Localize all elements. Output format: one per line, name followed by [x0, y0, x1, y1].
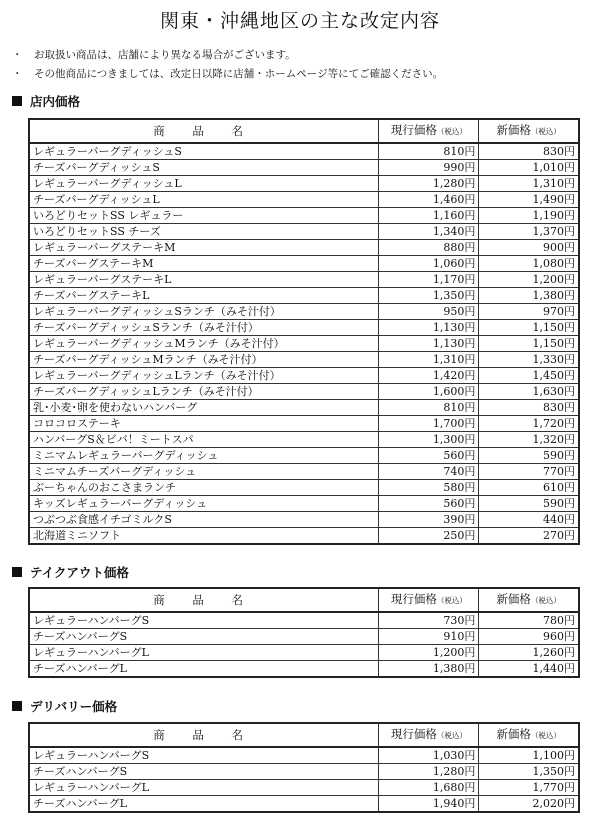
- price-table: [28, 587, 580, 678]
- new-price: 2,020円: [479, 796, 579, 813]
- new-price: 1,260円: [479, 645, 579, 661]
- current-price: 740円: [379, 464, 479, 480]
- product-name: レギュラーバーグディッシュLランチ（みそ汁付）: [29, 368, 379, 384]
- product-name: チーズハンバーグS: [29, 629, 379, 645]
- new-price: 830円: [479, 400, 579, 416]
- new-price: 440円: [479, 512, 579, 528]
- product-name: レギュラーハンバーグS: [29, 747, 379, 764]
- table-header-row: [29, 723, 579, 747]
- product-name: ミニマムチーズバーグディッシュ: [29, 464, 379, 480]
- product-name: チーズバーグディッシュL: [29, 192, 379, 208]
- new-price: 1,200円: [479, 272, 579, 288]
- current-price: 1,680円: [379, 780, 479, 796]
- new-price: 1,440円: [479, 661, 579, 678]
- current-price: 910円: [379, 629, 479, 645]
- new-price: 1,380円: [479, 288, 579, 304]
- new-price: 1,350円: [479, 764, 579, 780]
- header-current-price: [379, 723, 479, 747]
- current-price: 1,130円: [379, 320, 479, 336]
- table-row: [29, 747, 579, 764]
- new-price: 960円: [479, 629, 579, 645]
- new-price: 1,630円: [479, 384, 579, 400]
- table-row: [29, 400, 579, 416]
- product-name: いろどりセットSS チーズ: [29, 224, 379, 240]
- table-row: [29, 480, 579, 496]
- product-name: レギュラーバーグステーキL: [29, 272, 379, 288]
- new-price: 780円: [479, 612, 579, 629]
- tax-included-note: （税込）: [436, 596, 467, 605]
- product-name: ぶーちゃんのおこさまランチ: [29, 480, 379, 496]
- product-name: レギュラーハンバーグS: [29, 612, 379, 629]
- product-name: チーズハンバーグL: [29, 661, 379, 678]
- tax-included-note: （税込）: [530, 127, 561, 136]
- current-price: 950円: [379, 304, 479, 320]
- new-price: 590円: [479, 496, 579, 512]
- product-name: チーズバーグステーキM: [29, 256, 379, 272]
- header-new-price: [479, 723, 579, 747]
- product-name: ハンバーグS＆ビバ！ミートスパ: [29, 432, 379, 448]
- current-price: 1,700円: [379, 416, 479, 432]
- header-label: 現行価格: [390, 123, 437, 137]
- table-row: [29, 448, 579, 464]
- current-price: 1,350円: [379, 288, 479, 304]
- table-row: [29, 304, 579, 320]
- current-price: 1,030円: [379, 747, 479, 764]
- table-row: [29, 512, 579, 528]
- current-price: 1,280円: [379, 764, 479, 780]
- current-price: 990円: [379, 160, 479, 176]
- product-name: 乳･小麦･卵を使わないハンバーグ: [29, 400, 379, 416]
- current-price: 1,300円: [379, 432, 479, 448]
- table-row: [29, 320, 579, 336]
- current-price: 810円: [379, 400, 479, 416]
- section-title: [12, 697, 117, 715]
- section-title-text: テイクアウト価格: [30, 565, 129, 580]
- table-row: [29, 192, 579, 208]
- tax-included-note: （税込）: [436, 731, 467, 740]
- current-price: 1,380円: [379, 661, 479, 678]
- section-title-text: デリバリー価格: [30, 699, 118, 714]
- current-price: 1,460円: [379, 192, 479, 208]
- new-price: 1,450円: [479, 368, 579, 384]
- table-row: [29, 272, 579, 288]
- table-row: [29, 629, 579, 645]
- new-price: 1,150円: [479, 320, 579, 336]
- page-title: 関東・沖縄地区の主な改定内容: [159, 10, 440, 32]
- new-price: 1,490円: [479, 192, 579, 208]
- current-price: 1,940円: [379, 796, 479, 813]
- new-price: 1,330円: [479, 352, 579, 368]
- table-row: [29, 256, 579, 272]
- product-name: チーズハンバーグL: [29, 796, 379, 813]
- new-price: 1,320円: [479, 432, 579, 448]
- note-bullet: ・: [12, 49, 23, 61]
- current-price: 880円: [379, 240, 479, 256]
- product-name: レギュラーバーグディッシュSランチ（みそ汁付）: [29, 304, 379, 320]
- current-price: 1,170円: [379, 272, 479, 288]
- table-header-row: [29, 119, 579, 143]
- current-price: 580円: [379, 480, 479, 496]
- current-price: 730円: [379, 612, 479, 629]
- product-name: チーズバーグステーキL: [29, 288, 379, 304]
- table-row: [29, 780, 579, 796]
- new-price: 830円: [479, 143, 579, 160]
- note-item: [12, 46, 443, 65]
- table-row: [29, 384, 579, 400]
- table-row: [29, 208, 579, 224]
- new-price: 270円: [479, 528, 579, 545]
- tax-included-note: （税込）: [436, 127, 467, 136]
- table-row: [29, 612, 579, 629]
- note-text: お取扱い商品は、店舗により異なる場合がございます。: [34, 49, 296, 61]
- current-price: 1,420円: [379, 368, 479, 384]
- table-row: [29, 764, 579, 780]
- header-current-price: [379, 588, 479, 612]
- table-row: [29, 368, 579, 384]
- current-price: 1,600円: [379, 384, 479, 400]
- table-row: [29, 496, 579, 512]
- new-price: 1,010円: [479, 160, 579, 176]
- table-row: [29, 416, 579, 432]
- header-label: 新価格: [496, 727, 531, 741]
- table-row: [29, 143, 579, 160]
- new-price: 900円: [479, 240, 579, 256]
- new-price: 1,310円: [479, 176, 579, 192]
- current-price: 1,310円: [379, 352, 479, 368]
- header-product-name: 商 品 名: [29, 588, 379, 612]
- new-price: 1,100円: [479, 747, 579, 764]
- table-row: [29, 796, 579, 813]
- header-product-name: 商 品 名: [29, 119, 379, 143]
- header-current-price: [379, 119, 479, 143]
- current-price: 1,280円: [379, 176, 479, 192]
- current-price: 1,130円: [379, 336, 479, 352]
- new-price: 1,190円: [479, 208, 579, 224]
- product-name: レギュラーバーグディッシュMランチ（みそ汁付）: [29, 336, 379, 352]
- product-name: つぶつぶ食感イチゴミルクS: [29, 512, 379, 528]
- new-price: 610円: [479, 480, 579, 496]
- product-name: キッズレギュラーバーグディッシュ: [29, 496, 379, 512]
- new-price: 1,150円: [479, 336, 579, 352]
- square-bullet-icon: [12, 567, 22, 577]
- header-label: 現行価格: [390, 592, 437, 606]
- note-item: [12, 65, 443, 84]
- table-row: [29, 661, 579, 678]
- table-row: [29, 176, 579, 192]
- product-name: チーズバーグディッシュLランチ（みそ汁付）: [29, 384, 379, 400]
- table-row: [29, 464, 579, 480]
- tax-included-note: （税込）: [530, 731, 561, 740]
- table-row: [29, 352, 579, 368]
- new-price: 1,720円: [479, 416, 579, 432]
- table-row: [29, 240, 579, 256]
- table-row: [29, 528, 579, 545]
- notes: [12, 46, 443, 84]
- header-label: 現行価格: [390, 727, 437, 741]
- product-name: 北海道ミニソフト: [29, 528, 379, 545]
- new-price: 1,770円: [479, 780, 579, 796]
- price-table: [28, 722, 580, 813]
- table-row: [29, 160, 579, 176]
- note-text: その他商品につきましては、改定日以降に店舗・ホームページ等にてご確認ください。: [34, 68, 444, 80]
- product-name: ミニマムレギュラーバーグディッシュ: [29, 448, 379, 464]
- table-header-row: [29, 588, 579, 612]
- header-product-name: 商 品 名: [29, 723, 379, 747]
- product-name: チーズハンバーグS: [29, 764, 379, 780]
- current-price: 560円: [379, 448, 479, 464]
- product-name: レギュラーバーグディッシュL: [29, 176, 379, 192]
- tax-included-note: （税込）: [530, 596, 561, 605]
- section-title: [12, 92, 80, 110]
- new-price: 770円: [479, 464, 579, 480]
- current-price: 1,200円: [379, 645, 479, 661]
- header-new-price: [479, 588, 579, 612]
- table-row: [29, 645, 579, 661]
- price-table: [28, 118, 580, 545]
- product-name: チーズバーグディッシュSランチ（みそ汁付）: [29, 320, 379, 336]
- new-price: 1,370円: [479, 224, 579, 240]
- section-title: [12, 563, 129, 581]
- product-name: レギュラーハンバーグL: [29, 780, 379, 796]
- current-price: 560円: [379, 496, 479, 512]
- current-price: 810円: [379, 143, 479, 160]
- product-name: レギュラーバーグディッシュS: [29, 143, 379, 160]
- square-bullet-icon: [12, 96, 22, 106]
- product-name: コロコロステーキ: [29, 416, 379, 432]
- current-price: 1,060円: [379, 256, 479, 272]
- product-name: レギュラーハンバーグL: [29, 645, 379, 661]
- product-name: チーズバーグディッシュS: [29, 160, 379, 176]
- current-price: 250円: [379, 528, 479, 545]
- header-label: 新価格: [496, 123, 531, 137]
- header-label: 新価格: [496, 592, 531, 606]
- table-row: [29, 288, 579, 304]
- table-row: [29, 224, 579, 240]
- table-row: [29, 432, 579, 448]
- product-name: レギュラーバーグステーキM: [29, 240, 379, 256]
- table-row: [29, 336, 579, 352]
- section-title-text: 店内価格: [30, 94, 81, 109]
- header-new-price: [479, 119, 579, 143]
- new-price: 970円: [479, 304, 579, 320]
- product-name: いろどりセットSS レギュラー: [29, 208, 379, 224]
- new-price: 590円: [479, 448, 579, 464]
- note-bullet: ・: [12, 68, 23, 80]
- product-name: チーズバーグディッシュMランチ（みそ汁付）: [29, 352, 379, 368]
- new-price: 1,080円: [479, 256, 579, 272]
- current-price: 1,160円: [379, 208, 479, 224]
- current-price: 1,340円: [379, 224, 479, 240]
- current-price: 390円: [379, 512, 479, 528]
- square-bullet-icon: [12, 701, 22, 711]
